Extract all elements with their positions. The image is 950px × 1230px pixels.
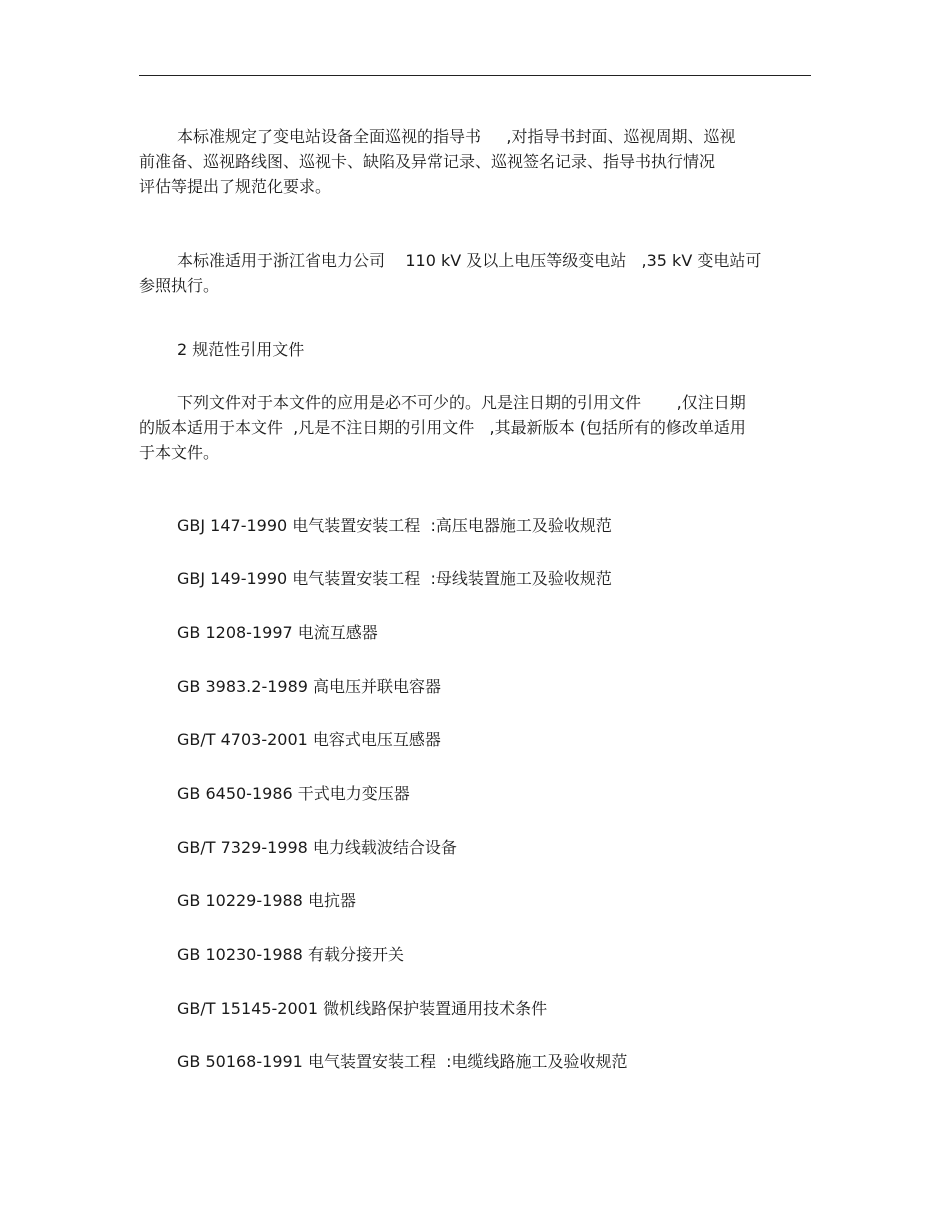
reference-item: GB 50168-1991 电气装置安装工程 :电缆线路施工及验收规范 [177, 1052, 628, 1071]
intro-line: 评估等提出了规范化要求。 [139, 177, 332, 196]
reference-item: GB/T 7329-1998 电力线载波结合设备 [177, 838, 457, 857]
scope-line: 本标准适用于浙江省电力公司 110 kV 及以上电压等级变电站 ,35 kV 变电站可 [177, 251, 762, 270]
reference-item: GBJ 149-1990 电气装置安装工程 :母线装置施工及验收规范 [177, 569, 612, 588]
normative-intro-line: 的版本适用于本文件 ,凡是不注日期的引用文件 ,其最新版本 (包括所有的修改单适用 [139, 418, 746, 437]
reference-item: GB 1208-1997 电流互感器 [177, 623, 378, 642]
normative-intro-line: 于本文件。 [139, 443, 220, 462]
header-rule [139, 75, 811, 76]
reference-item: GB/T 4703-2001 电容式电压互感器 [177, 730, 441, 749]
reference-item: GB/T 15145-2001 微机线路保护装置通用技术条件 [177, 999, 548, 1018]
section-2-title: 2 规范性引用文件 [177, 340, 305, 359]
intro-line: 前准备、巡视路线图、巡视卡、缺陷及异常记录、巡视签名记录、指导书执行情况 [139, 152, 716, 171]
scope-line: 参照执行。 [139, 276, 220, 295]
reference-item: GB 6450-1986 干式电力变压器 [177, 784, 410, 803]
reference-item: GBJ 147-1990 电气装置安装工程 :高压电器施工及验收规范 [177, 516, 612, 535]
reference-item: GB 10230-1988 有载分接开关 [177, 945, 404, 964]
normative-intro-line: 下列文件对于本文件的应用是必不可少的。凡是注日期的引用文件 ,仅注日期 [177, 393, 746, 412]
reference-item: GB 10229-1988 电抗器 [177, 891, 356, 910]
normative-intro-paragraph [139, 390, 811, 465]
scope-paragraph [139, 248, 811, 298]
intro-paragraph [139, 124, 811, 199]
intro-line: 本标准规定了变电站设备全面巡视的指导书 ,对指导书封面、巡视周期、巡视 [177, 127, 736, 146]
reference-item: GB 3983.2-1989 高电压并联电容器 [177, 677, 442, 696]
section-heading [139, 337, 811, 362]
